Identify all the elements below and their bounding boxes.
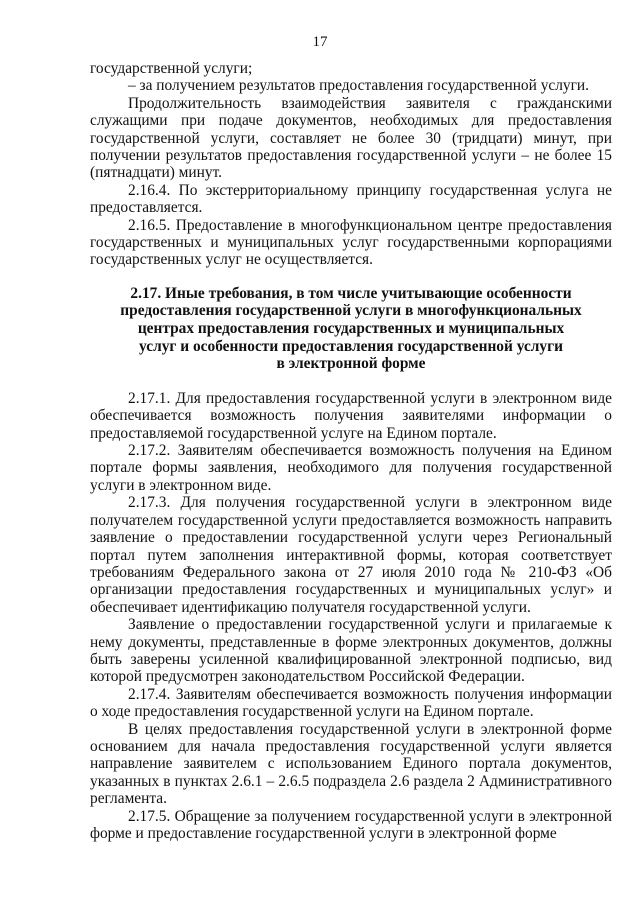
paragraph-interaction-duration: Продолжительность взаимодействия заявителя с гражданскими служащими при подаче документов, необходимых для предоставления государственной услуги, составляет не более 30 (тридцати) минут, при получении результатов предоставления государственной услуги – не более 15 (пятнадцати) минут. [90,94,612,182]
section-heading-line: предоставления государственной услуги в многофункциональных [120,302,582,320]
paragraph-results-item: – за получением результатов предоставления государственной услуги. [128,77,590,95]
paragraph-2-17-3: 2.17.3. Для получения государственной услуги в электронном виде получателем государственной услуги предоставляется возможность направить заявление о предоставлении государственной услуги через Региональный портал путем заполнения интерактивной формы, которая соответствует требованиям Федерального закона от 27 июля 2010 года № 210-ФЗ «Об организации предоставления государственных и муниципальных услуг» и обеспечивает идентификацию получателя государственной услуги. [90,494,612,616]
section-heading-line: услуг и особенности предоставления государственной услуги [139,337,563,355]
section-heading-line: центрах предоставления государственных и муниципальных [137,320,565,338]
section-heading-line: в электронной форме [276,355,426,373]
page-number: 17 [312,34,328,50]
paragraph-continuation: государственной услуги; [90,60,253,77]
section-heading-line: 2.17. Иные требования, в том числе учитывающие особенности [130,284,572,302]
paragraph-electronic-basis: В целях предоставления государственной услуги в электронной форме основанием для начала предоставления государственной услуги является направление заявителем с использованием Единого портала документов, указанных в пунктах 2.6.1 – 2.6.5 подраздела 2.6 раздела 2 Административного регламента. [90,720,612,808]
paragraph-2-16-5: 2.16.5. Предоставление в многофункциональном центре предоставления государственных и муниципальных услуг государственными корпорациями государственных услуг не осуществляется. [90,216,612,269]
paragraph-2-17-1: 2.17.1. Для предоставления государственной услуги в электронном виде обеспечивается возможность получения заявителями информации о предоставляемой государственной услуге на Едином портале. [90,389,612,442]
paragraph-2-17-2: 2.17.2. Заявителям обеспечивается возможность получения на Едином портале формы заявления, необходимого для получения государственной услуги в электронном виде. [90,442,612,494]
paragraph-electronic-signature: Заявление о предоставлении государственной услуги и прилагаемые к нему документы, представленные в форме электронных документов, должны быть заверены усиленной квалифицированной электронной подписью, вид которой предусмотрен законодательством Российской Федерации. [90,616,612,686]
paragraph-2-17-4: 2.17.4. Заявителям обеспечивается возможность получения информации о ходе предоставления государственной услуги на Едином портале. [90,685,612,721]
paragraph-2-17-5: 2.17.5. Обращение за получением государственной услуги в электронной форме и предоставление государственной услуги в электронной форме [90,807,612,842]
document-body [90,60,612,842]
paragraph-2-16-4: 2.16.4. По экстерриториальному принципу государственная услуга не предоставляется. [90,181,612,217]
section-heading-2-17 [90,285,612,373]
